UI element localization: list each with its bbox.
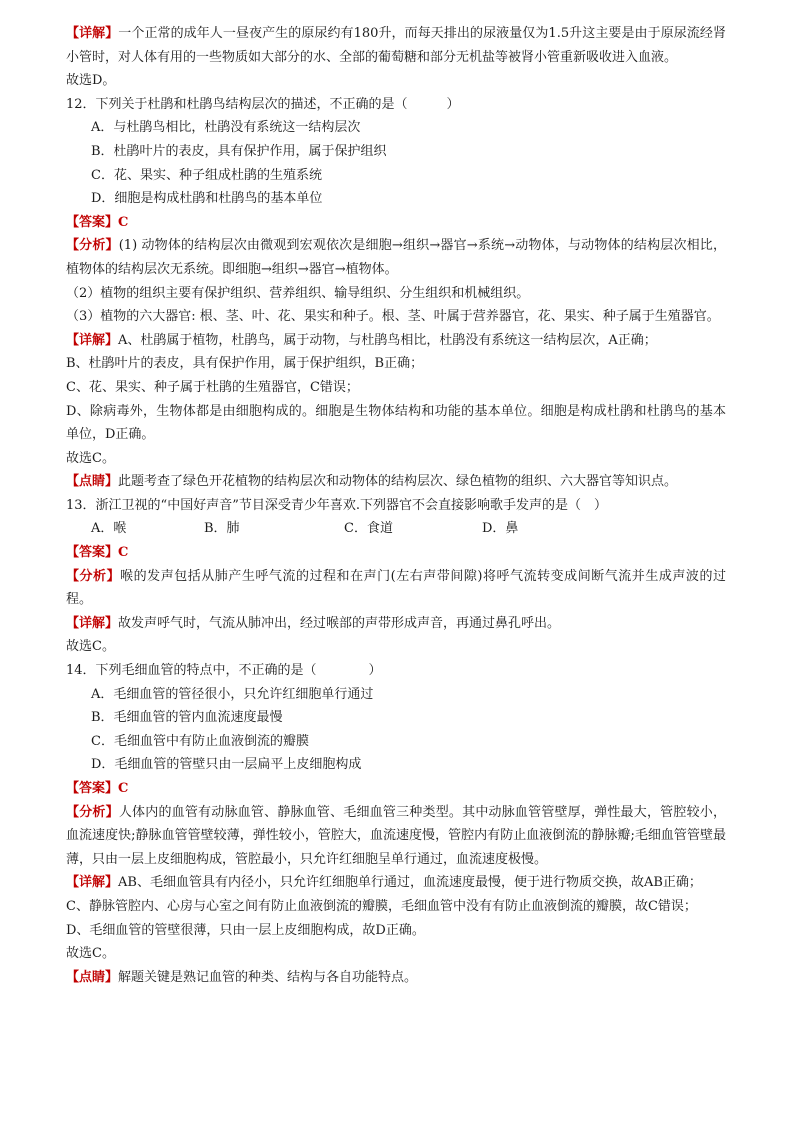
answer-value: C (118, 781, 129, 796)
q12-option-b: B．杜鹃叶片的表皮，具有保护作用，属于保护组织 (91, 143, 387, 159)
q14-detail-ab (66, 871, 726, 895)
detail-tag: 【详解】 (66, 875, 119, 891)
q13-conclusion: 故选C。 (66, 639, 115, 655)
comment-text: 此题考查了绿色开花植物的结构层次和动物体的结构层次、绿色植物的组织、六大器官等知识点。 (118, 474, 678, 490)
q13-option-a: A．喉 (91, 521, 127, 537)
q13-answer (66, 541, 726, 565)
q12-stem: 12．下列关于杜鹃和杜鹃鸟结构层次的描述，不正确的是（ ） (66, 96, 460, 112)
q11-detail (66, 22, 726, 69)
analysis-tag: 【分析】 (66, 568, 121, 584)
answer-tag: 【答案】 (66, 214, 119, 230)
q13-stem: 13．浙江卫视的“中国好声音”节目深受青少年喜欢.下列器官不会直接影响歌手发声的是（ ） (66, 497, 607, 513)
q12-answer (66, 211, 726, 235)
q14-answer (66, 777, 726, 801)
q14-analysis (66, 801, 726, 872)
q12-conclusion: 故选C。 (66, 450, 115, 466)
q14-option-a: A．毛细血管的管径很小，只允许红细胞单行通过 (91, 686, 374, 702)
q14-stem: 14．下列毛细血管的特点中，不正确的是（ ） (66, 663, 382, 679)
analysis-text: (1) 动物体的结构层次由微观到宏观依次是细胞→组织→器官→系统→动物体，与动物体的结构层次相比，植物体的结构层次无系统。即细胞→组织→器官→植物体。 (66, 238, 726, 277)
q14-option-c: C．毛细血管中有防止血液倒流的瓣膜 (91, 733, 309, 749)
q13-detail (66, 612, 726, 636)
detail-text: 故发声呼气时，气流从肺冲出，经过喉部的声带形成声音，再通过鼻孔呼出。 (118, 615, 561, 631)
comment-tag: 【点睛】 (66, 969, 119, 985)
q13-option-d: D．鼻 (482, 521, 519, 537)
detail-text: AB、毛细血管具有内径小，只允许红细胞单行通过，血流速度最慢，便于进行物质交换，故AB正确； (118, 875, 702, 891)
q12-option-a: A．与杜鹃鸟相比，杜鹃没有系统这一结构层次 (91, 120, 361, 136)
answer-tag: 【答案】 (66, 781, 119, 796)
q12-option-c: C．花、果实、种子组成杜鹃的生殖系统 (91, 167, 322, 183)
q14-option-b: B．毛细血管的管内血流速度最慢 (91, 710, 283, 726)
q12-analysis-3: （3）植物的六大器官: 根、茎、叶、花、果实和种子。根、茎、叶属于营养器官，花、果实、种子属于生殖器官。 (66, 309, 720, 325)
q14-detail-c: C、静脉管腔内、心房与心室之间有防止血液倒流的瓣膜，毛细血管中没有有防止血液倒流的瓣膜，故C错误； (66, 898, 697, 914)
q14-detail-d: D、毛细血管的管壁很薄，只由一层上皮细胞构成，故D正确。 (66, 922, 425, 938)
q12-detail-c: C、花、果实、种子属于杜鹃的生殖器官，C错误； (66, 379, 359, 395)
detail-tag: 【详解】 (66, 615, 119, 631)
analysis-tag: 【分析】 (66, 804, 119, 820)
detail-text: 一个正常的成年人一昼夜产生的原尿约有180升，而每天排出的尿液量仅为1.5升这主要是由于原尿流经肾小管时，对人体有用的一些物质如大部分的水、全部的葡萄糖和部分无机盐等被肾小管重新吸收进入血液。 (66, 26, 726, 65)
q14-option-d: D．毛细血管的管壁只由一层扁平上皮细胞构成 (91, 757, 362, 773)
q12-detail-a (66, 329, 726, 353)
q12-option-d: D．细胞是构成杜鹃和杜鹃鸟的基本单位 (91, 191, 323, 207)
q12-analysis-2: （2）植物的组织主要有保护组织、营养组织、输导组织、分生组织和机械组织。 (66, 285, 530, 301)
q12-detail-b: B、杜鹃叶片的表皮，具有保护作用，属于保护组织，B正确； (66, 356, 424, 372)
answer-tag: 【答案】 (66, 545, 119, 561)
answer-value: C (118, 214, 129, 230)
q13-option-c: C．食道 (344, 521, 393, 537)
q13-option-b: B．肺 (204, 521, 240, 537)
q13-options (66, 517, 726, 541)
document-page (66, 22, 726, 989)
q14-conclusion: 故选C。 (66, 946, 115, 962)
q11-conclusion: 故选D。 (66, 73, 116, 89)
q12-comment (66, 470, 726, 494)
detail-tag: 【详解】 (66, 332, 119, 348)
detail-text: A、杜鹃属于植物，杜鹃鸟，属于动物，与杜鹃鸟相比，杜鹃没有系统这一结构层次，A正确； (118, 332, 657, 348)
comment-text: 解题关键是熟记血管的种类、结构与各自功能特点。 (118, 969, 418, 985)
q12-analysis-1 (66, 234, 726, 281)
analysis-tag: 【分析】 (66, 238, 119, 254)
analysis-text: 喉的发声包括从肺产生呼气流的过程和在声门(左右声带间隙)将呼气流转变成间断气流并生成声波的过程。 (66, 568, 726, 608)
q12-detail-d: D、除病毒外，生物体都是由细胞构成的。细胞是生物体结构和功能的基本单位。细胞是构成杜鹃和杜鹃鸟的基本单位，D正确。 (66, 403, 726, 443)
answer-value: C (118, 545, 129, 561)
comment-tag: 【点睛】 (66, 474, 119, 490)
q14-comment (66, 966, 726, 990)
analysis-text: 人体内的血管有动脉血管、静脉血管、毛细血管三种类型。其中动脉血管管壁厚，弹性最大，管腔较小，血流速度快;静脉血管管壁较薄，弹性较小，管腔大，血流速度慢，管腔内有防止血液倒流的静脉瓣;毛细血管管壁最薄，只由一层上皮细胞构成，管腔最小，只允许红细胞呈单行通过，血流速度极慢。 (66, 804, 726, 867)
detail-tag: 【详解】 (66, 26, 119, 41)
q13-analysis (66, 565, 726, 612)
